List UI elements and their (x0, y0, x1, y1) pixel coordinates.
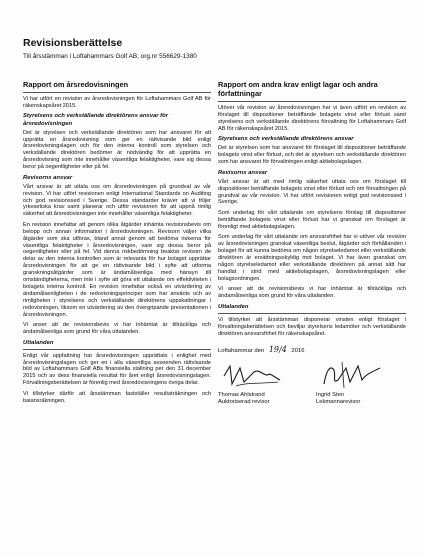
paragraph: Vårt ansvar är att uttala oss om årsredovisningen på grundval av vår revision. Vi har utfört revisionen enligt International Standards on Auditing och god revisionssed i Sverige. Dessa standarder kräver att vi följer yrkesetiska krav samt planerar och utför revisionen för att uppnå rimlig säkerhet att årsredovisningen inte innehåller väsentliga felaktigheter. (23, 183, 211, 218)
date-year: 2016 (291, 348, 305, 355)
signer-role: Lekmannarevisor (316, 399, 361, 406)
subheading: Uttalanden (218, 303, 249, 310)
page-title: Revisionsberättelse (23, 37, 123, 49)
signer-role: Auktoriserad revisor (218, 399, 270, 406)
right-column (218, 80, 406, 418)
subheading: Uttalanden (23, 339, 54, 346)
paragraph: Det är styrelsen som har ansvaret för förslaget till dispositioner beträffande bolagets vinst eller förlust, och det är styrelsen och verkställande direktören som har ansvaret för förvaltningen enligt aktiebolagslagen. (218, 145, 406, 166)
signer-2 (316, 358, 396, 406)
section-divider (218, 101, 406, 102)
date-prefix: Loftahammar den (218, 348, 265, 355)
paragraph: Vi anser att de revisionsbevis vi har inhämtat är tillräckliga och ändamålsenliga som grund för våra uttalanden. (218, 286, 406, 300)
paragraph: Vi anser att de revisionsbevis vi har inhämtat är tillräckliga och ändamålsenliga som grund för våra uttalanden. (23, 322, 211, 336)
paragraph: Vi tillstyrker därför att årsstämman fastställer resultaträkningen och balansräkningen. (23, 390, 211, 404)
signer-name: Ingrid Sten (316, 392, 345, 399)
handwritten-signature-icon (218, 358, 288, 392)
paragraph: Utöver vår revision av årsredovisningen har vi även utfört en revision av förslaget till dispositioner beträffande bolagets vinst eller förlust samt styrelsens och verkställande direktörens förvaltning för Loftahammars Golf AB för räkenskapsåret 2015. (218, 105, 406, 132)
section-divider (23, 92, 211, 93)
handwritten-date: 19/4 (268, 345, 287, 355)
paragraph: Vi tillstyrker att årsstämman disponerar vinsten enligt förslaget i förvaltningsberättelsen och beviljar styrelsens ledamöter och verkställande direktören ansvarsfrihet för räkenskapsåret. (218, 316, 406, 337)
section-divider (23, 349, 211, 350)
paragraph: Som underlag för vårt uttalande om ansvarsfrihet har vi utöver vår revision av årsredovisningen granskat väsentliga beslut, åtgärder och förhållanden i bolaget för att kunna bedöma om någon styrelseledamot eller verkställande direktören är ersättningsskyldig mot bolaget. Vi har även granskat om någon styrelseledamot eller verkställande direktören på annat sätt har handlat i strid med aktiebolagslagen, årsredovisningslagen eller bolagsordningen. (218, 234, 406, 282)
signer-1 (218, 358, 298, 406)
section-divider (218, 313, 406, 314)
paragraph: Enligt vår uppfattning har årsredovisningen upprättats i enlighet med årsredovisningslagen och ger en i alla väsentliga avseenden rättvisande bild av Loftahammars Golf ABs finansiella ställning per den 31 december 2015 och av dess finansiella resultat för året enligt årsredovisningslagen. Förvaltningsberättelsen är förenlig med årsredovisningens övriga delar. (23, 352, 211, 387)
recipient-line: Till årsstämman i Loftahammars Golf AB, org.nr 556629-1380 (23, 53, 197, 60)
signature-block (218, 358, 406, 418)
date-line (218, 345, 406, 354)
section-title-annual-report: Rapport om årsredovisningen (23, 80, 129, 89)
paragraph: Som underlag för vårt uttalande om styrelsens förslag till dispositioner beträffande bolagets vinst eller förlust har vi granskat om förslaget är förenligt med aktiebolagslagen. (218, 209, 406, 230)
paragraph: Det är styrelsen och verkställande direktören som har ansvaret för att upprätta en årsredovisning som ger en rättvisande bild enligt årsredovisningslagen och för den interna kontroll som styrelsen och verkställande direktören bedömer är nödvändig för att upprätta en årsredovisning som inte innehåller väsentliga felaktigheter, vare sig dessa beror på oegentligheter eller på fel. (23, 129, 211, 171)
signer-name: Thomas Ahlstrand (218, 392, 265, 399)
subheading: Styrelsens och verkställande direktörens ansvar för årsredovisningen (23, 113, 169, 127)
subheading: Revisorns ansvar (23, 174, 73, 181)
subheading: Styrelsens och verkställande direktörens ansvar (218, 136, 354, 143)
left-column (23, 80, 211, 408)
subheading: Revisorns ansvar (218, 169, 268, 176)
paragraph: En revision innefattar att genom olika åtgärder inhämta revisionsbevis om belopp och annan information i årsredovisningen. Revisorn väljer vilka åtgärder som ska utföras, bland annat genom att bedöma riskerna för väsentliga felaktigheter i årsredovisningen, vare sig dessa beror på oegentligheter eller på fel. Vid denna riskbedömning beaktar revisorn de delar av den interna kontrollen som är relevanta för hur bolaget upprättar årsredovisningen för att ge en rättvisande bild i syfte att utforma granskningsåtgärder som är ändamålsenliga med hänsyn till omständigheterna, men inte i syfte att göra ett uttalande om effektiviteten i bolagets interna kontroll. En revision innefattar också en utvärdering av ändamålsenligheten i de redovisningsprinciper som har använts och av rimligheten i styrelsens och verkställande direktörens uppskattningar i redovisningen, liksom en utvärdering av den övergripande presentationen i årsredovisningen. (23, 221, 211, 318)
handwritten-signature-icon (316, 358, 386, 392)
paragraph: Vårt ansvar är att med rimlig säkerhet uttala oss om förslaget till dispositioner beträffande bolagets vinst eller förlust och om förvaltningen på grundval av vår revision. Vi har utfört revisionen enligt god revisionssed i Sverige. (218, 178, 406, 206)
section-title-other-requirements: Rapport om andra krav enligt lagar och andra författningar (218, 80, 378, 98)
paragraph: Vi har utfört en revision av årsredovisningen för Loftahammars Golf AB för räkenskapsåret 2015. (23, 96, 211, 109)
